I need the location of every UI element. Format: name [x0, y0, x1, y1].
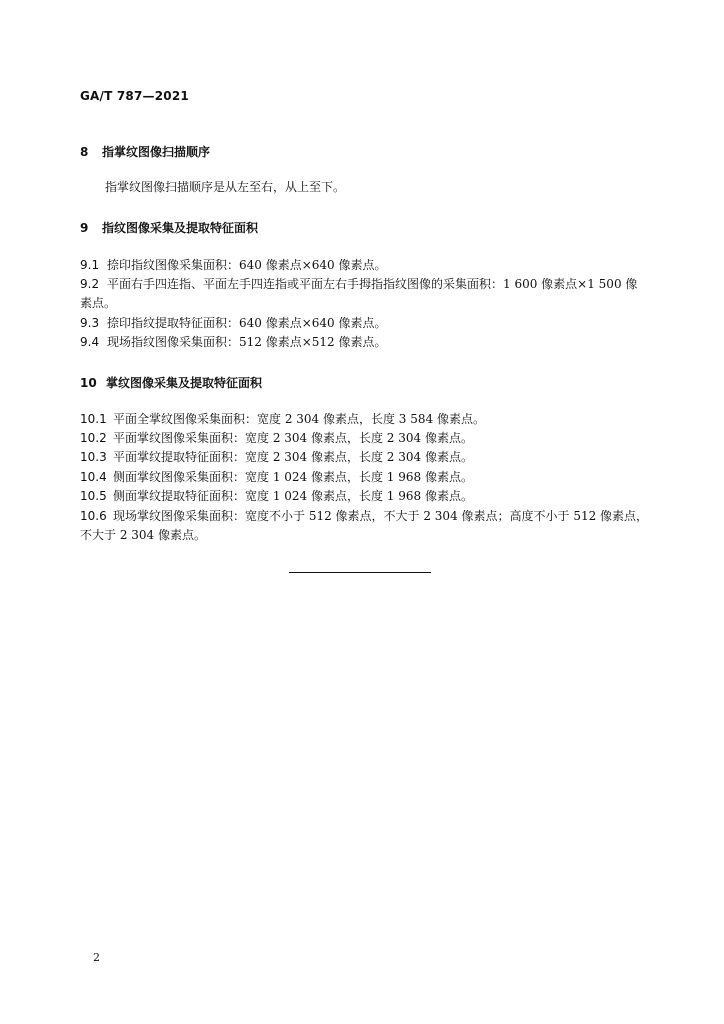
section-heading-9 — [80, 219, 258, 236]
section-heading-8 — [80, 143, 210, 160]
section-title: 掌纹图像采集及提取特征面积 — [106, 376, 263, 390]
clause-10-2 — [80, 429, 646, 448]
clause-number: 9.3 — [80, 316, 100, 330]
section-heading-10 — [80, 374, 262, 391]
clause-number: 10.5 — [80, 489, 107, 503]
clause-text: 现场指纹图像采集面积：512 像素点×512 像素点。 — [107, 335, 387, 349]
section-8-paragraph: 指掌纹图像扫描顺序是从左至右，从上至下。 — [105, 180, 346, 194]
clause-number: 10.6 — [80, 509, 107, 523]
clause-9-1 — [80, 256, 646, 275]
clause-text: 平面全掌纹图像采集面积：宽度 2 304 像素点，长度 3 584 像素点。 — [113, 412, 485, 426]
clause-9-3 — [80, 314, 646, 333]
clause-9-4 — [80, 333, 646, 352]
clause-10-3 — [80, 448, 646, 467]
clause-text: 捺印指纹图像采集面积：640 像素点×640 像素点。 — [107, 258, 387, 272]
clause-text: 现场掌纹图像采集面积：宽度不小于 512 像素点，不大于 2 304 像素点；高度不小于 512 像素点， — [113, 509, 649, 523]
clause-number: 9.1 — [80, 258, 100, 272]
clause-10-4 — [80, 468, 646, 487]
section-title: 指掌纹图像扫描顺序 — [102, 145, 211, 159]
clause-10-6-continuation: 不大于 2 304 像素点。 — [80, 528, 206, 542]
standard-code-header: GA/T 787—2021 — [80, 89, 189, 103]
clause-number: 10.4 — [80, 470, 107, 484]
clause-number: 10.1 — [80, 412, 107, 426]
clause-number: 9.4 — [80, 335, 100, 349]
end-of-document-rule — [289, 572, 431, 573]
clause-9-2-continuation: 素点。 — [80, 296, 117, 310]
clause-text: 捺印指纹提取特征面积：640 像素点×640 像素点。 — [107, 316, 387, 330]
clause-text: 平面右手四连指、平面左手四连指或平面左右手拇指指纹图像的采集面积：1 600 像素点×1 500 像 — [107, 277, 638, 291]
section-number: 9 — [80, 221, 89, 235]
clause-number: 9.2 — [80, 277, 100, 291]
section-title: 指纹图像采集及提取特征面积 — [102, 221, 259, 235]
clause-10-1 — [80, 410, 646, 429]
page-number: 2 — [93, 951, 100, 964]
clause-number: 10.2 — [80, 431, 107, 445]
clause-text: 平面掌纹提取特征面积：宽度 2 304 像素点，长度 2 304 像素点。 — [113, 450, 473, 464]
section-number: 10 — [80, 376, 97, 390]
clause-10-6 — [80, 507, 649, 526]
section-number: 8 — [80, 145, 89, 159]
clause-number: 10.3 — [80, 450, 107, 464]
clause-text: 平面掌纹图像采集面积：宽度 2 304 像素点，长度 2 304 像素点。 — [113, 431, 473, 445]
clause-10-5 — [80, 487, 646, 506]
clause-text: 侧面掌纹提取特征面积：宽度 1 024 像素点，长度 1 968 像素点。 — [113, 489, 473, 503]
clause-text: 侧面掌纹图像采集面积：宽度 1 024 像素点，长度 1 968 像素点。 — [113, 470, 473, 484]
clause-9-2 — [80, 275, 646, 294]
